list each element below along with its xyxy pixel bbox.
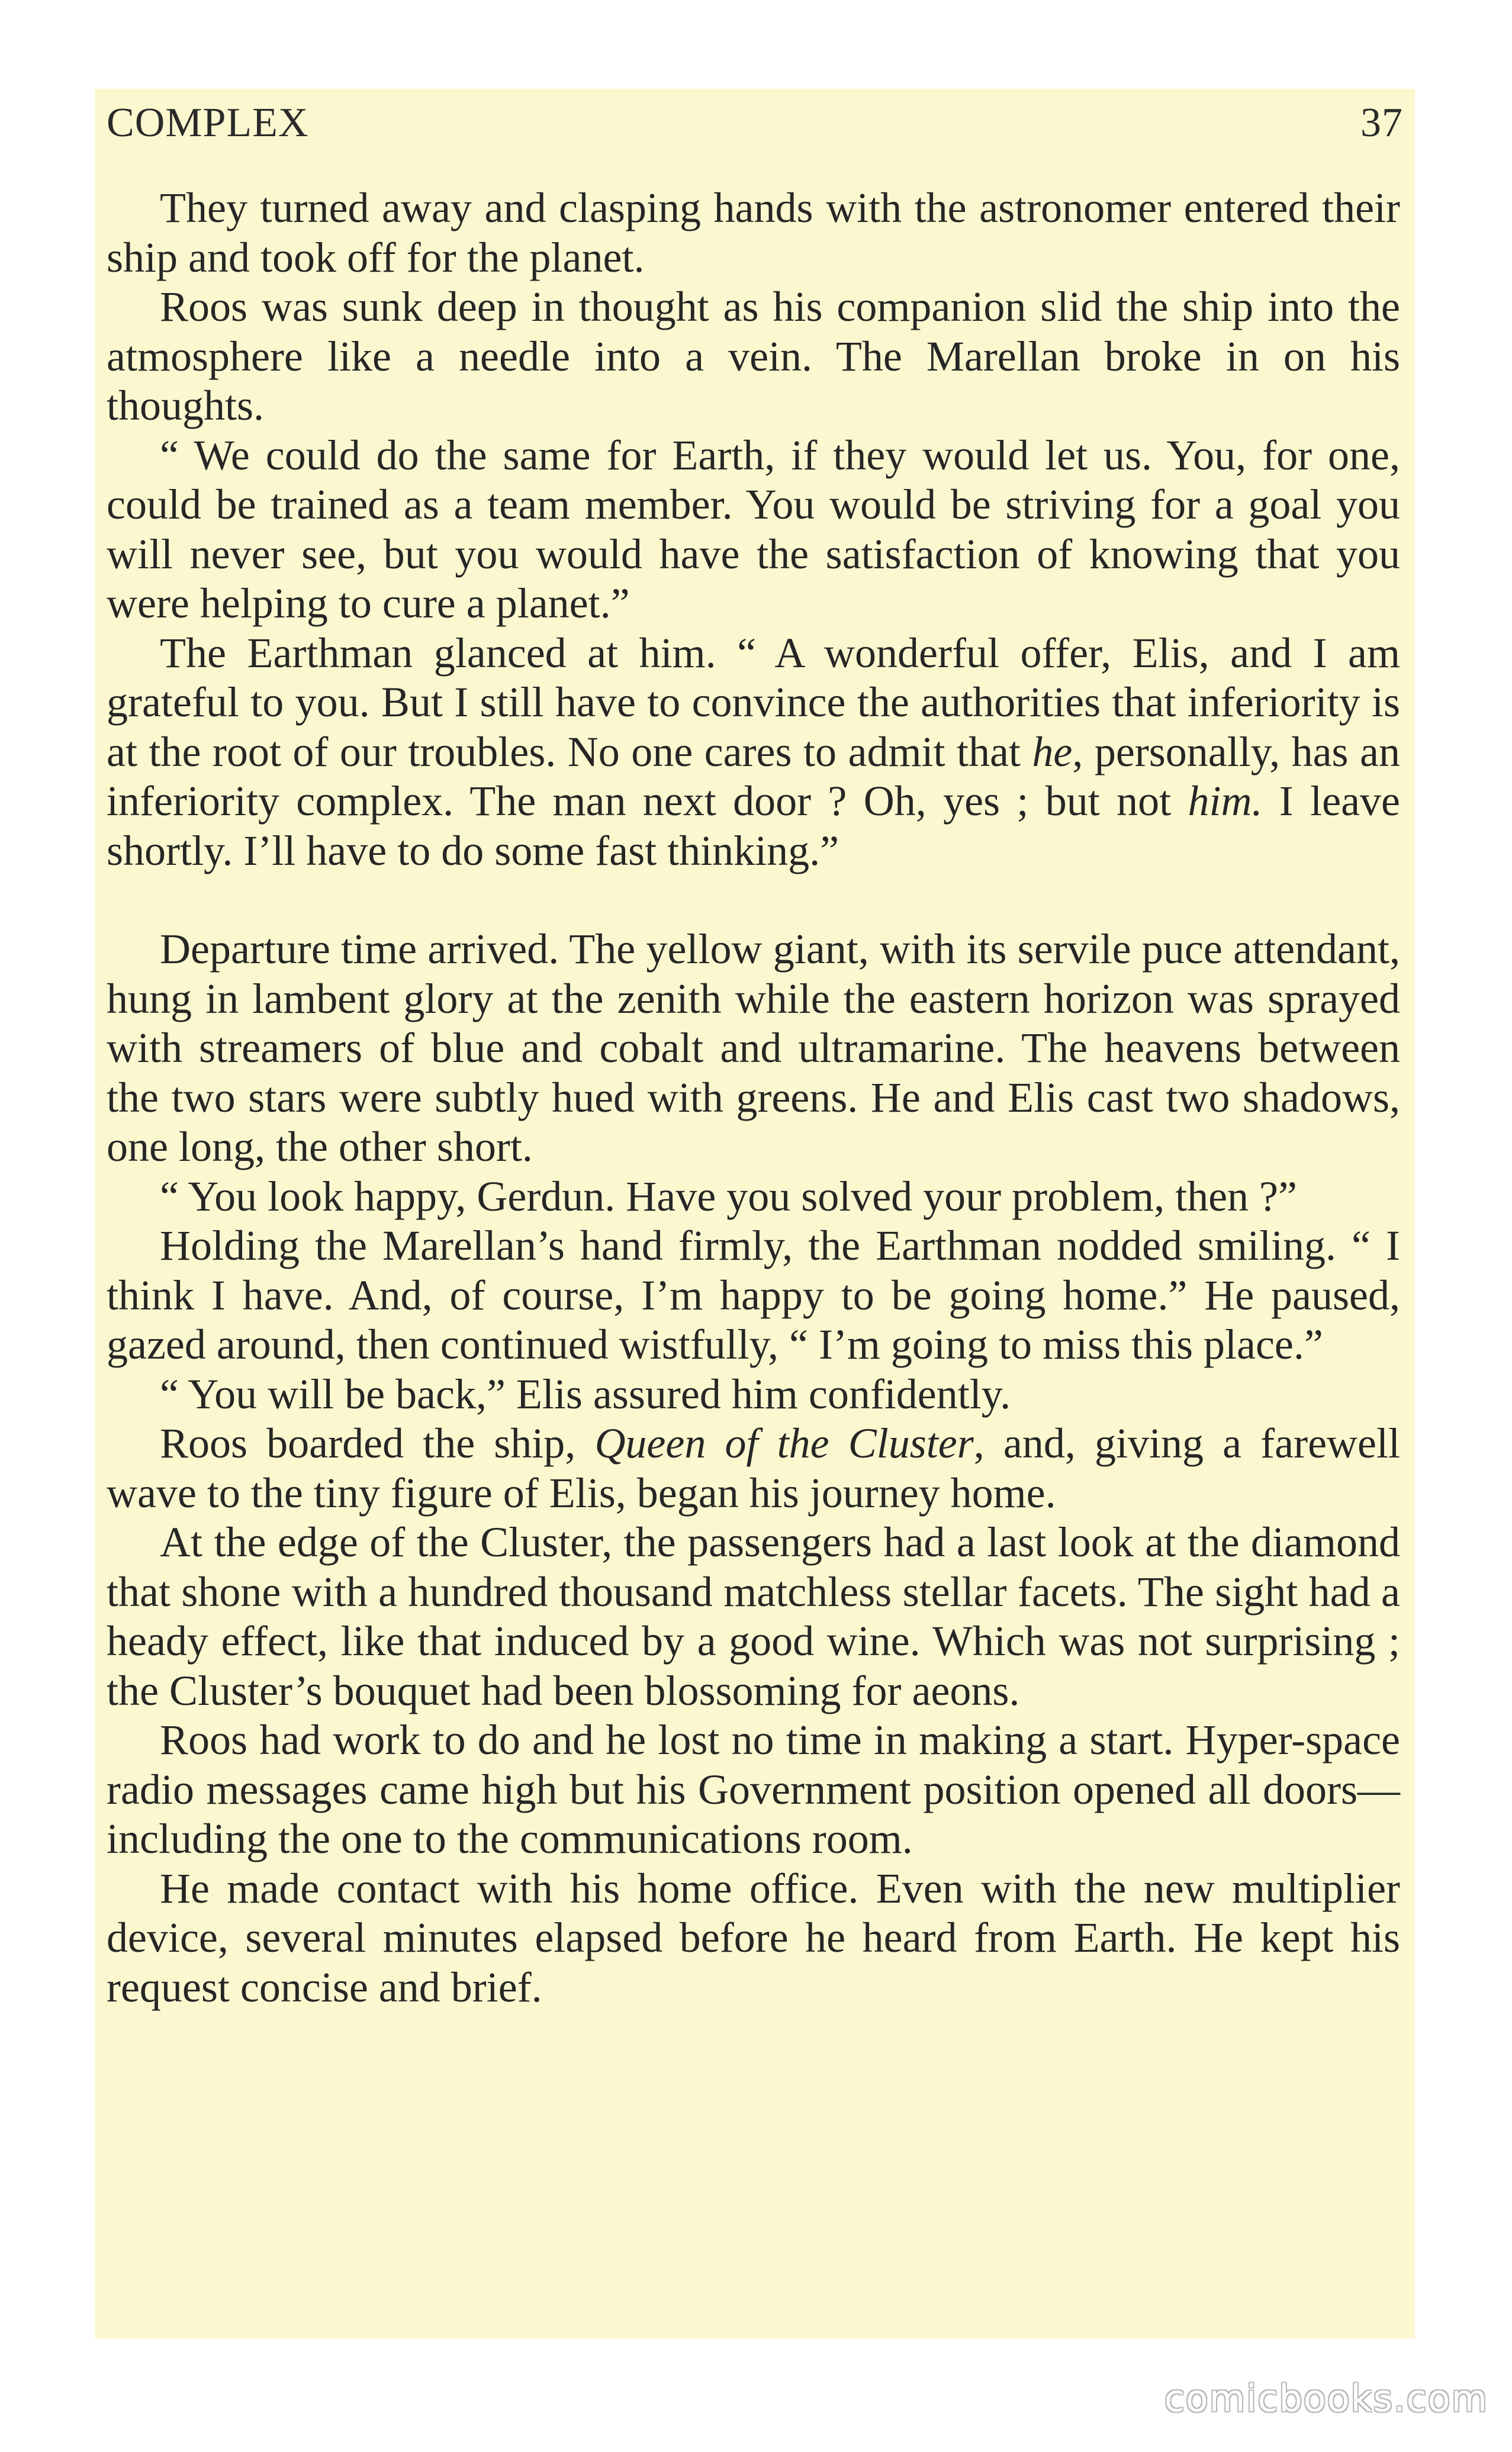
italic-text: he [1032, 728, 1073, 775]
page-number: 37 [1360, 100, 1403, 146]
body-paragraph [107, 431, 1400, 629]
paragraph-text: At the edge of the Cluster, the passengers had a last look at the diamond that shone with a hundred thousand matchless stellar facets. The sight had a heady effect, like that induced by a good wine. Which was not surprising ; the Cluster’s bouquet had been blossoming for aeons. [107, 1518, 1400, 1714]
paragraph-text: “ We could do the same for Earth, if they would let us. You, for one, could be trained as a team member. You would be striving for a goal you will never see, but you would have the satisfaction of knowing that you were helping to cure a planet.” [107, 431, 1400, 627]
paragraph-text: Departure time arrived. The yellow giant, with its servile puce attendant, hung in lambent glory at the zenith while the eastern horizon was sprayed with streamers of blue and cobalt and ultramarine. The heavens between the two stars were subtly hued with greens. He and Elis cast two shadows, one long, the other short. [107, 925, 1400, 1170]
body-paragraph [107, 1419, 1400, 1518]
body-paragraph [107, 925, 1400, 1172]
paragraph-text: Roos was sunk deep in thought as his companion slid the ship into the atmosphere like a needle into a vein. The Marellan broke in on his thoughts. [107, 283, 1400, 429]
body-paragraph [107, 1370, 1400, 1420]
paragraph-text: The Earthman glanced at him. “ A wonderful offer, Elis, and I am grateful to you. But I still have to convince the authorities that inferiority is at the root of our troubles. No one cares to admit that [107, 629, 1400, 775]
paragraph-text: , and, giving a farewell wave to the tiny figure of Elis, began his journey home. [107, 1420, 1401, 1517]
paragraph-text: , personally, has an inferiority complex. The man next door ? Oh, yes ; but not [107, 728, 1400, 825]
paragraph-text: Holding the Marellan’s hand firmly, the Earthman nodded smiling. “ I think I have. And, of course, I’m happy to be going home.” He paused, gazed around, then continued wistfully, “ I’m going to miss this place.” [107, 1222, 1400, 1368]
paragraph-text: I leave shortly. I’ll have to do some fast thinking.” [107, 777, 1400, 874]
body-paragraph [107, 629, 1400, 876]
body-paragraph [107, 1172, 1400, 1222]
running-title: COMPLEX [107, 100, 309, 146]
body-paragraph [107, 1518, 1400, 1716]
running-head [107, 99, 1403, 153]
paragraph-text: Roos boarded the ship, [160, 1420, 595, 1467]
body-paragraph [107, 1716, 1400, 1864]
paragraph-text: He made contact with his home office. Even with the new multiplier device, several minutes elapsed before he heard from Earth. He kept his request concise and brief. [107, 1864, 1400, 2011]
body-text [107, 184, 1400, 2012]
italic-text: him. [1188, 777, 1263, 825]
body-paragraph [107, 1864, 1400, 2013]
paragraph-text: “ You look happy, Gerdun. Have you solved your problem, then ?” [160, 1172, 1297, 1220]
body-paragraph [107, 184, 1400, 282]
body-paragraph [107, 1221, 1400, 1370]
paragraph-text: They turned away and clasping hands with the astronomer entered their ship and took off for the planet. [107, 184, 1400, 281]
italic-text: Queen of the Cluster [594, 1420, 974, 1467]
watermark-logo: comicbooks.com [1164, 2377, 1488, 2420]
paragraph-text: “ You will be back,” Elis assured him confidently. [160, 1370, 1011, 1418]
body-paragraph [107, 282, 1400, 431]
paragraph-text: Roos had work to do and he lost no time in making a start. Hyper-space radio messages came high but his Government position opened all doors—including the one to the communications room. [107, 1716, 1400, 1862]
